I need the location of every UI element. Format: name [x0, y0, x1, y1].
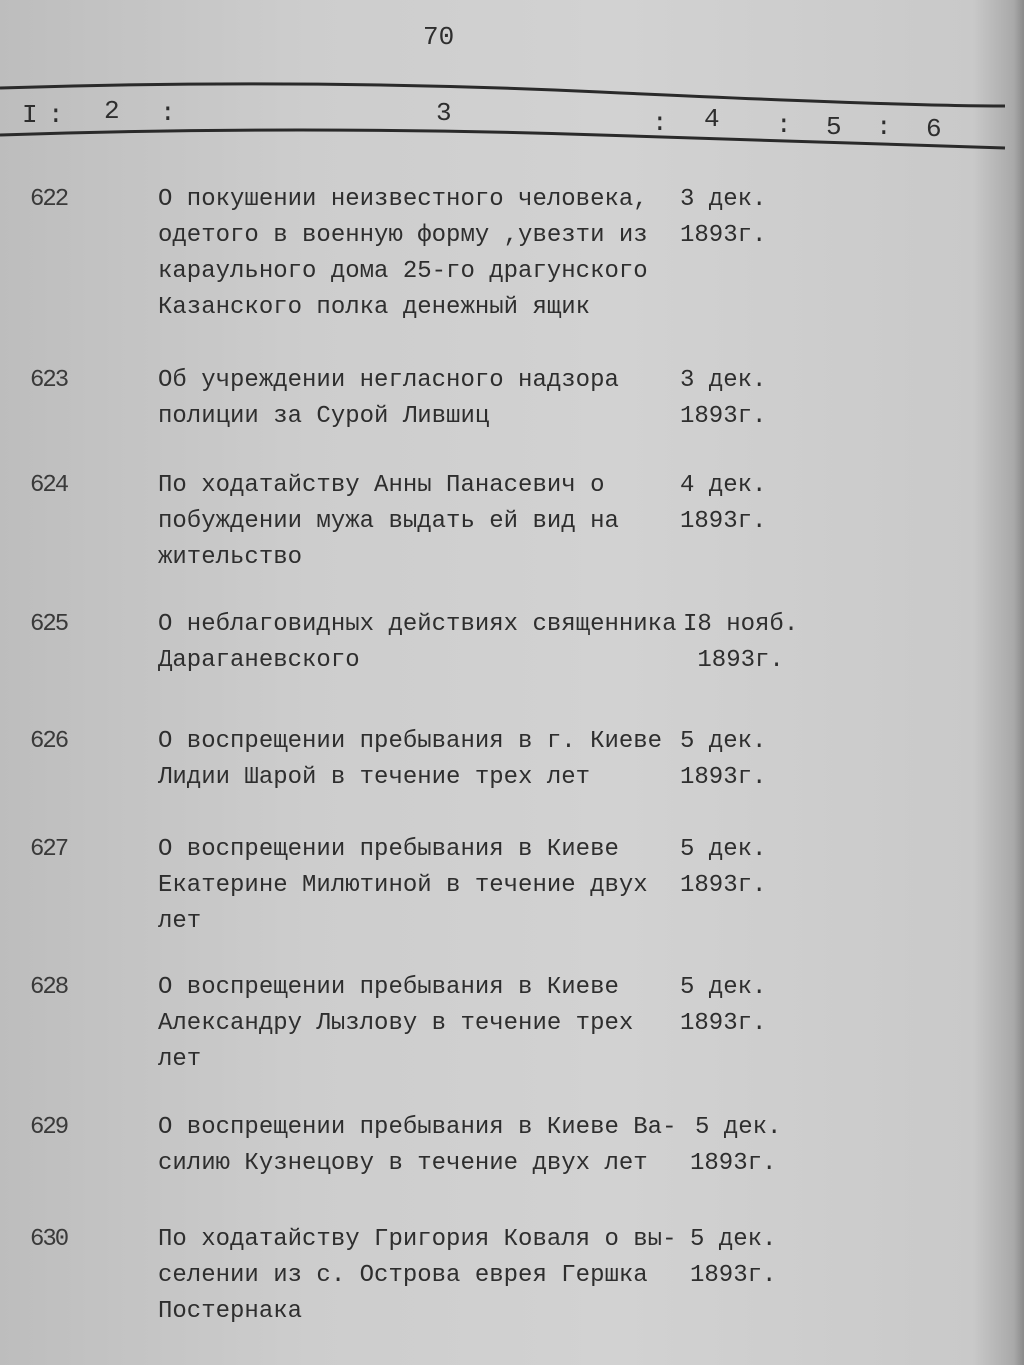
column-header-4: 4 [704, 104, 720, 134]
entry-date [680, 363, 766, 435]
description-line: силию Кузнецову в течение двух лет [158, 1150, 648, 1177]
entry-description [158, 1110, 676, 1182]
description-line: полиции за Сурой Лившиц [158, 403, 490, 430]
column-header-6: 6 [926, 114, 942, 144]
date-line: 1893г. [680, 764, 767, 791]
entry-description [158, 607, 676, 679]
date-line: 3 дек. [680, 367, 767, 394]
entry-number: 623 [30, 367, 68, 394]
date-line: 1893г. [683, 647, 784, 674]
description-line: жительство [158, 544, 303, 571]
entry-description [158, 724, 662, 796]
entry-date [680, 970, 766, 1042]
date-line: 5 дек. [690, 1226, 777, 1253]
entry-number: 625 [30, 611, 68, 638]
date-line: 5 дек. [680, 836, 767, 863]
entry-description [158, 363, 619, 435]
description-line: О неблаговидных действиях священника [158, 611, 677, 638]
description-line: О воспрещении пребывания в г. Киеве [158, 728, 663, 755]
description-line: Постернака [158, 1298, 303, 1325]
date-line: I8 нояб. [683, 611, 799, 638]
date-line: 1893г. [680, 872, 767, 899]
entry-date [683, 607, 798, 679]
description-line: Екатерине Милютиной в течение двух [158, 872, 648, 899]
date-line: 5 дек. [680, 974, 767, 1001]
entry-description [158, 468, 619, 576]
entry-date [680, 724, 766, 796]
description-line: По ходатайству Анны Панасевич о [158, 472, 605, 499]
entry-number: 626 [30, 728, 68, 755]
description-line: Дараганевского [158, 647, 360, 674]
description-line: О воспрещении пребывания в Киеве [158, 836, 619, 863]
column-separator: : [48, 100, 64, 130]
date-line: 1893г. [680, 1010, 767, 1037]
column-header-5: 5 [826, 112, 842, 142]
column-separator: : [876, 112, 892, 142]
header-top-rule [0, 84, 1005, 106]
description-line: лет [158, 1046, 202, 1073]
description-line: побуждении мужа выдать ей вид на [158, 508, 619, 535]
date-line: 1893г. [680, 222, 767, 249]
entry-date [690, 1222, 776, 1294]
column-header-1: I [22, 100, 38, 130]
entry-date [680, 468, 766, 540]
date-line: 5 дек. [695, 1114, 782, 1141]
description-line: лет [158, 908, 202, 935]
description-line: Лидии Шарой в течение трех лет [158, 764, 591, 791]
description-line: О покушении неизвестного человека, [158, 186, 648, 213]
entry-date [680, 182, 766, 254]
description-line: Казанского полка денежный ящик [158, 294, 591, 321]
date-line: 3 дек. [680, 186, 767, 213]
date-line: 1893г. [690, 1150, 777, 1177]
entry-description [158, 970, 633, 1078]
description-line: О воспрещении пребывания в Киеве Ва- [158, 1114, 677, 1141]
entry-description [158, 182, 648, 326]
entry-number: 629 [30, 1114, 68, 1141]
column-header-3: 3 [436, 98, 452, 128]
description-line: О воспрещении пребывания в Киеве [158, 974, 619, 1001]
date-line: 1893г. [680, 508, 767, 535]
description-line: селении из с. Острова еврея Гершка [158, 1262, 648, 1289]
entry-number: 627 [30, 836, 68, 863]
entry-number: 624 [30, 472, 68, 499]
entry-date [680, 832, 766, 904]
header-rules [0, 0, 1024, 200]
date-line: 4 дек. [680, 472, 767, 499]
entry-number: 630 [30, 1226, 68, 1253]
description-line: караульного дома 25-го драгунского [158, 258, 648, 285]
column-separator: : [652, 108, 668, 138]
date-line: 1893г. [680, 403, 767, 430]
date-line: 1893г. [690, 1262, 777, 1289]
entry-description [158, 832, 648, 940]
date-line: 5 дек. [680, 728, 767, 755]
header-bottom-rule [0, 130, 1005, 148]
description-line: По ходатайству Григория Коваля о вы- [158, 1226, 677, 1253]
column-separator: : [160, 98, 176, 128]
description-line: Александру Лызлову в течение трех [158, 1010, 634, 1037]
page-number: 70 [423, 22, 455, 52]
column-header-2: 2 [104, 96, 120, 126]
column-separator: : [776, 110, 792, 140]
entry-description [158, 1222, 676, 1330]
description-line: Об учреждении негласного надзора [158, 367, 619, 394]
entry-number: 628 [30, 974, 68, 1001]
entry-date [690, 1110, 782, 1182]
description-line: одетого в военную форму ,увезти из [158, 222, 648, 249]
entry-number: 622 [30, 186, 68, 213]
